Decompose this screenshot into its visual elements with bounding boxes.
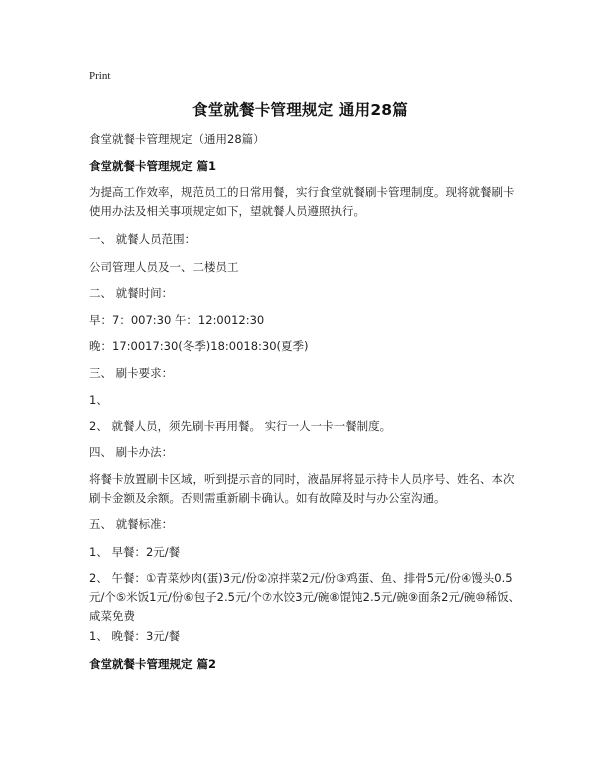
section-title-scope: 一、 就餐人员范围： (89, 232, 197, 246)
document-title: 食堂就餐卡管理规定 通用28篇 (192, 101, 408, 119)
section-heading-1: 食堂就餐卡管理规定 篇1 (89, 159, 217, 173)
intro-paragraph: 为提高工作效率，规范员工的日常用餐，实行食堂就餐刷卡管理制度。现将就餐刷卡使用办法及相关事项规定如下，望就餐人员遵照执行。 (89, 185, 515, 218)
section-title-card-requirements: 三、 刷卡要求： (89, 366, 174, 380)
document-subtitle: 食堂就餐卡管理规定（通用28篇） (89, 132, 265, 146)
section-title-meal-standard: 五、 就餐标准： (89, 517, 174, 531)
section-title-time: 二、 就餐时间： (89, 286, 174, 300)
requirement-item-1: 1、 (89, 393, 108, 407)
print-label[interactable]: Print (89, 70, 111, 82)
requirement-item-2: 2、 就餐人员，须先刷卡再用餐。 实行一人一卡一餐制度。 (89, 419, 392, 433)
time-morning-noon: 早：7：007:30 午：12:0012:30 (89, 313, 265, 327)
section-title-card-method: 四、 刷卡办法： (89, 445, 174, 459)
meal-standard-breakfast: 1、 早餐：2元/餐 (89, 545, 181, 559)
scope-text: 公司管理人员及一、二楼员工 (89, 260, 239, 274)
section-heading-2: 食堂就餐卡管理规定 篇2 (89, 657, 217, 671)
card-method-text: 将餐卡放置刷卡区域，听到提示音的同时，液晶屏将显示持卡人员序号、姓名、本次刷卡金额及余额。否则需重新刷卡确认。如有故障及时与办公室沟通。 (89, 472, 515, 505)
time-evening: 晚：17:0017:30(冬季)18:0018:30(夏季) (89, 339, 309, 353)
meal-standard-lunch: 2、 午餐：①青菜炒肉(蛋)3元/份②凉拌菜2元/份③鸡蛋、鱼、排骨5元/份④馒头0.5元/个⑤米饭1元/份⑥包子2.5元/个⑦水饺3元/碗⑧馄饨2.5元/碗⑨面条2元/碗⑩稀饭、咸菜免费 (89, 571, 521, 623)
meal-standard-dinner: 1、 晚餐：3元/餐 (89, 629, 181, 643)
